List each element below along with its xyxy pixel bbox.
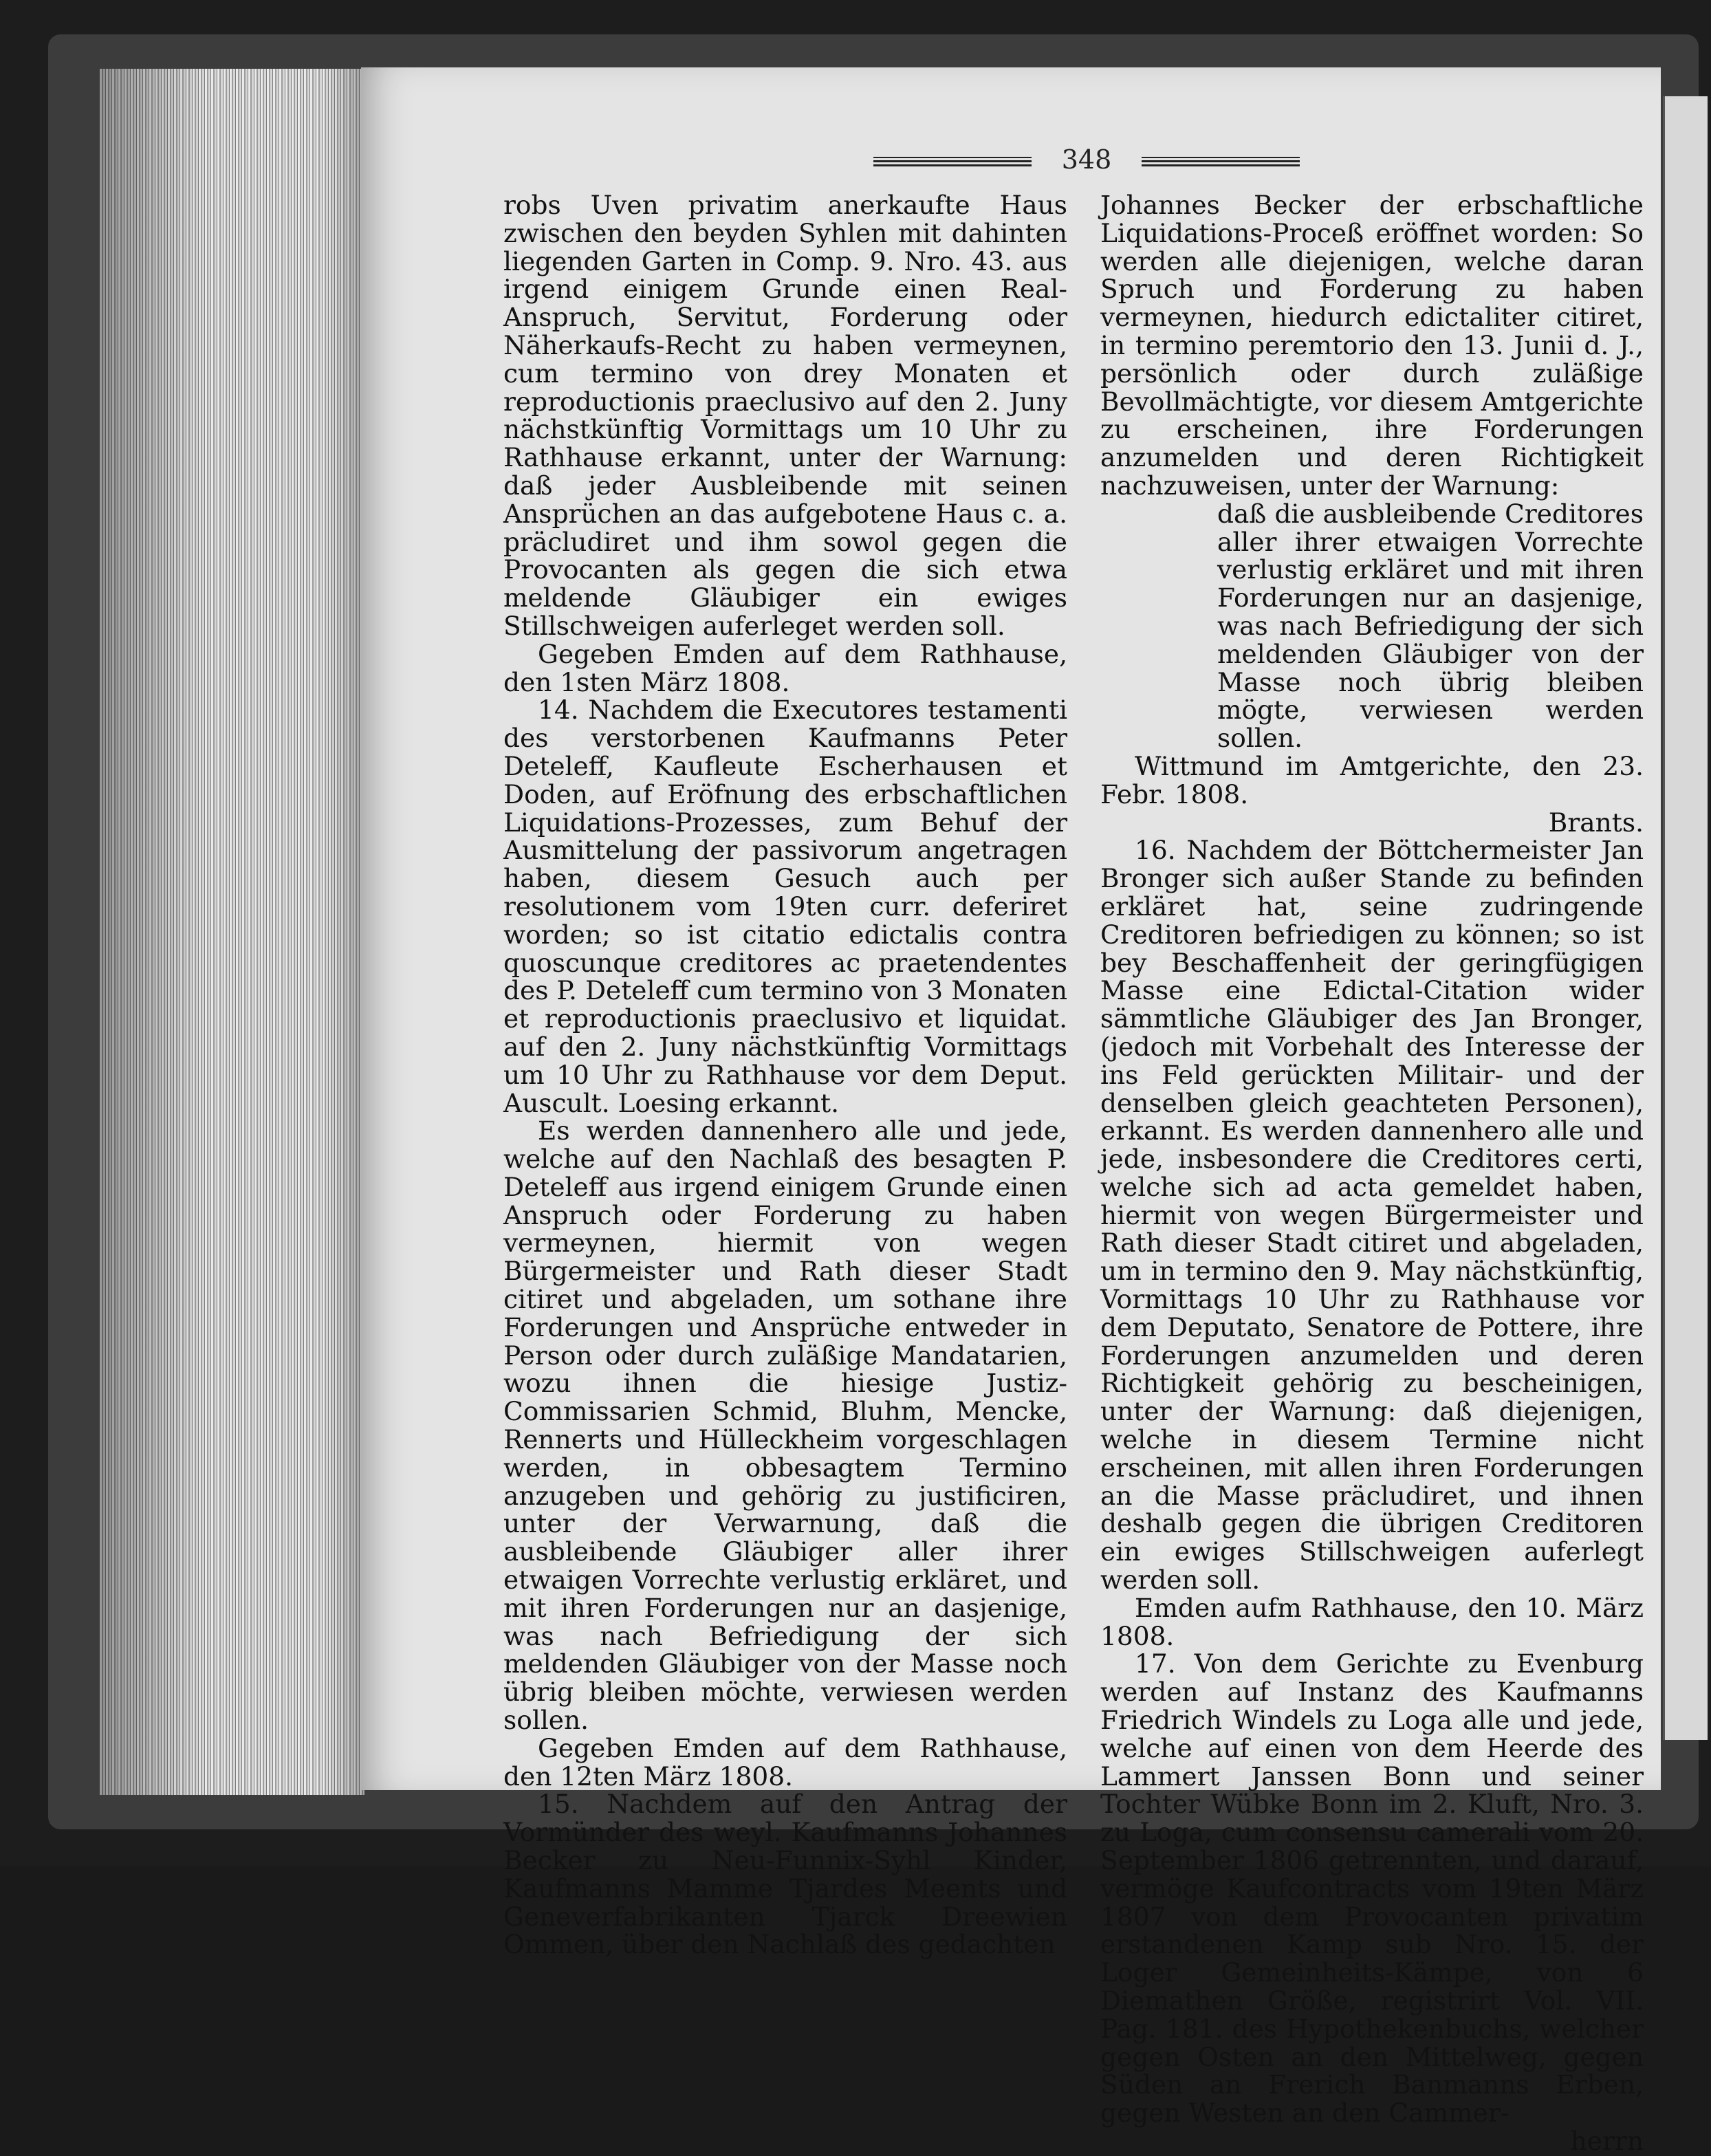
catchword: herrn [1570, 2125, 1644, 2156]
page-header [873, 144, 1300, 179]
signature: Brants. [1548, 807, 1644, 838]
next-page-edge [1663, 96, 1708, 1740]
paragraph: 15. Nachdem auf den Antrag der Vormünder des weyl. Kaufmanns Johannes Becker zu Neu-Funnix-Syhl Kinder, Kaufmanns Mamme Tjardes Meents und Geneverfabrikanten Tjarck Dreewien Ommen, über den Nachlaß des gedachten [503, 1789, 1067, 1960]
page-edges-shadow [100, 69, 364, 1795]
dateline: Gegeben Emden auf dem Rathhause, den 12ten März 1808. [503, 1732, 1067, 1792]
right-column [1100, 191, 1644, 2155]
warning-block: daß die ausbleibende Creditores aller ihrer etwaigen Vorrechte verlustig erkläret und mit ihren Forderungen nur an dasjenige, was nach Befriedigung der sich meldenden Gläubiger von der Masse noch übrig bleiben mögte, verwiesen werden sollen. [1217, 498, 1644, 754]
header-rule-right [1142, 157, 1300, 166]
paragraph: 16. Nachdem der Böttchermeister Jan Bronger sich außer Stande zu befinden erkläret hat, seine zudringende Creditoren befriedigen zu können; so ist bey Beschaffenheit der geringfügigen Masse eine Edictal-Citation wider sämmtliche Gläubiger des Jan Bronger, (jedoch mit Vorbehalt des Interesse der ins Feld gerückten Militair- und der denselben gleich geachteten Personen), erkannt. Es werden dannenhero alle und jede, insbesondere die Creditores certi, welche sich ad acta gemeldet haben, hiermit von wegen Bürgermeister und Rath dieser Stadt citiret und abgeladen, um in termino den 9. May nächstkünftig, Vormittags 10 Uhr zu Rathhause vor dem Deputato, Senatore de Pottere, ihre Forderungen anzumelden und deren Richtigkeit gehörig zu bescheinigen, unter der Warnung: daß diejenigen, welche in diesem Termine nicht erscheinen, mit allen ihren Forderungen an die Masse präcludiret, und ihnen deshalb gegen die übrigen Creditoren ein ewiges Stillschweigen auferlegt werden soll. [1100, 835, 1644, 1596]
paragraph: 17. Von dem Gerichte zu Evenburg werden auf Instanz des Kaufmanns Friedrich Windels zu Loga alle und jede, welche auf einen von dem Heerde des Lammert Janssen Bonn und seiner Tochter Wübke Bonn im 2. Kluft, Nro. 3. zu Loga, cum consensu camerali vom 20. September 1806 getrennten, und darauf, vermöge Kaufcontracts vom 19ten März 1807 von dem Provocanten privatim erstandenen Kamp sub Nro. 15. der Loger Gemeinheits-Kämpe, von 6 Diemathen Größe, registrirt Vol. VII. Pag. 181. des Hypothekenbuchs, welcher gegen Osten an den Mittelweg, gegen Süden an Frerich Banmanns Erben, gegen Westen an den Cammer- [1100, 1648, 1644, 2128]
dateline: Gegeben Emden auf dem Rathhause, den 1sten März 1808. [503, 638, 1067, 697]
left-column [503, 191, 1067, 1959]
dateline: Wittmund im Amtgerichte, den 23. Febr. 1808. [1100, 750, 1644, 809]
paragraph: Es werden dannenhero alle und jede, welche auf den Nachlaß des besagten P. Deteleff aus irgend einigem Grunde einen Anspruch oder Forderung zu haben vermeynen, hiermit von wegen Bürgermeister und Rath dieser Stadt citiret und abgeladen, um sothane ihre Forderungen und Ansprüche entweder in Person oder durch zuläßige Mandatarien, wozu ihnen die hiesige Justiz-Commissarien Schmid, Bluhm, Mencke, Rennerts und Hülleckheim vorgeschlagen werden, in obbesagtem Termino anzugeben und gehörig zu justificiren, unter der Verwarnung, daß die ausbleibende Gläubiger aller ihrer etwaigen Vorrechte verlustig erkläret, und mit ihren Forderungen nur an dasjenige, was nach Befriedigung der sich meldenden Gläubiger von der Masse noch übrig bleiben möchte, verwiesen werden sollen. [503, 1115, 1067, 1736]
dateline: Emden aufm Rathhause, den 10. März 1808. [1100, 1592, 1644, 1651]
paragraph: 14. Nachdem die Executores testamenti des verstorbenen Kaufmanns Peter Deteleff, Kaufleute Escherhausen et Doden, auf Eröfnung des erbschaftlichen Liquidations-Prozesses, zum Behuf der Ausmittelung der passivorum angetragen haben, diesem Gesuch auch per resolutionem vom 19ten curr. deferiret worden; so ist citatio edictalis contra quoscunque creditores ac praetendentes des P. Deteleff cum termino von 3 Monaten et reproductionis praeclusivo et liquidat. auf den 2. Juny nächstkünftig Vormittags um 10 Uhr zu Rathhause vor dem Deput. Auscult. Loesing erkannt. [503, 695, 1067, 1118]
paragraph: Johannes Becker der erbschaftliche Liquidations-Proceß eröffnet worden: So werden alle diejenigen, welche daran Spruch und Forderung zu haben vermeynen, hiedurch edictaliter citiret, in termino peremtorio den 13. Junii d. J., persönlich oder durch zuläßige Bevollmächtigte, vor diesem Amtgerichte zu erscheinen, ihre Forderungen anzumelden und deren Richtigkeit nachzuweisen, unter der Warnung: [1100, 190, 1644, 501]
page-number: 348 [1061, 144, 1112, 175]
paragraph: robs Uven privatim anerkaufte Haus zwischen den beyden Syhlen mit dahinten liegenden Garten in Comp. 9. Nro. 43. aus irgend einigem Grunde einen Real-Anspruch, Servitut, Forderung oder Näherkaufs-Recht zu haben vermeynen, cum termino von drey Monaten et reproductionis praeclusivo auf den 2. Juny nächstkünftig Vormittags um 10 Uhr zu Rathhause erkannt, unter der Warnung: daß jeder Ausbleibende mit seinen Ansprüchen an das aufgebotene Haus c. a. präcludiret und ihm sowol gegen die Provocanten als gegen die sich etwa meldende Gläubiger ein ewiges Stillschweigen auferleget werden soll. [503, 190, 1067, 641]
